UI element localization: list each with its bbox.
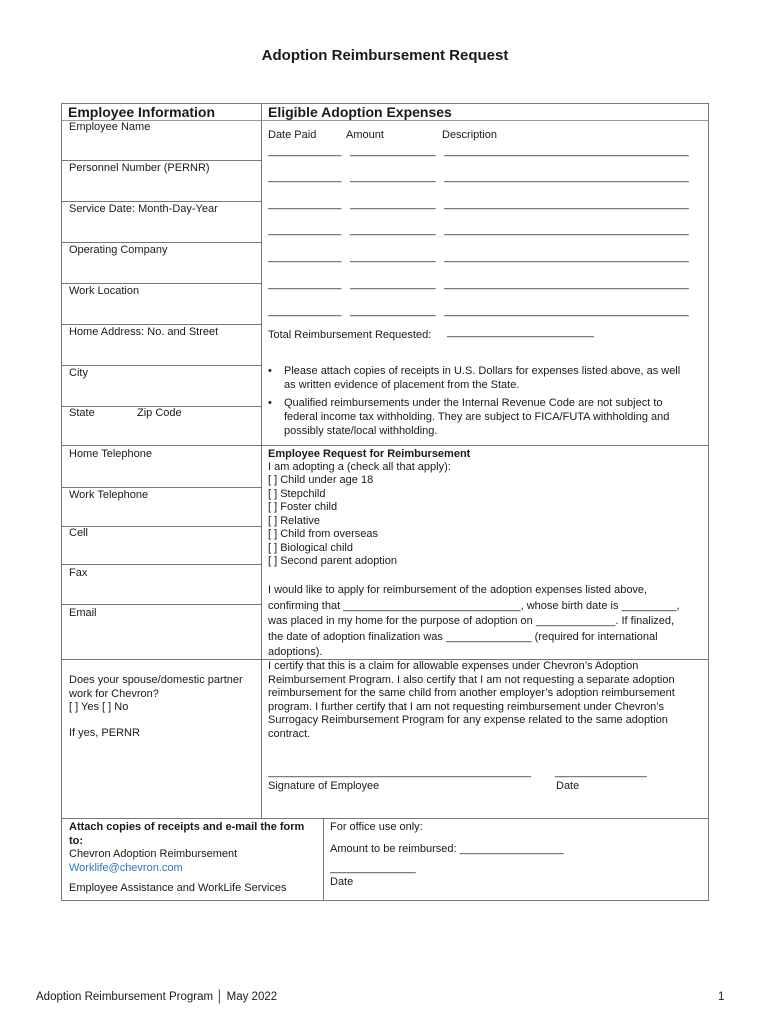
finalization-date-line[interactable]: the date of adoption finalization was ______________ (required for international: [268, 630, 658, 643]
row-divider: [61, 160, 261, 161]
expense-amount-field[interactable]: ______________: [350, 224, 436, 236]
expense-date-paid-field[interactable]: ____________: [268, 251, 342, 263]
office-use-label: For office use only:: [330, 821, 423, 833]
signature-field[interactable]: ___________________________________________: [268, 766, 532, 778]
column-amount: Amount: [346, 129, 384, 141]
office-date-field[interactable]: ______________: [330, 862, 416, 874]
bullet-tax: • Qualified reimbursements under the Internal Revenue Code are not subject to federal income tax withholding. They are subject to FICA/FUTA withholding and possibly state/local withholding.: [268, 397, 670, 437]
child-name-birthdate-line[interactable]: confirming that _____________________________, whose birth date is _________,: [268, 599, 680, 612]
expense-description-field[interactable]: ________________________________________: [444, 251, 689, 263]
total-reimbursement-field[interactable]: ________________________: [447, 326, 594, 338]
expense-date-paid-field[interactable]: ____________: [268, 224, 342, 236]
application-paragraph: I would like to apply for reimbursement of the adoption expenses listed above, confirming that _____________________________, whose birth date is _________, was placed in my home for the purpose of adoption on _____________. If finalized, the date of adoption finalization was ______________ (required for international adoptions).: [268, 584, 680, 658]
expense-description-field[interactable]: ________________________________________: [444, 224, 689, 236]
placement-date-line[interactable]: was placed in my home for the purpose of adoption on _____________. If finalized,: [268, 615, 675, 627]
checkbox-biological-child[interactable]: [ ] Biological child: [268, 541, 353, 554]
cell-field[interactable]: Cell: [69, 527, 88, 539]
zip-code-field[interactable]: Zip Code: [137, 407, 182, 419]
header-underline: [61, 120, 709, 121]
expense-amount-field[interactable]: ______________: [350, 171, 436, 183]
home-address-field[interactable]: Home Address: No. and Street: [69, 326, 219, 338]
expense-date-paid-field[interactable]: ____________: [268, 305, 342, 317]
page-number: 1: [718, 991, 725, 1003]
checkbox-foster-child[interactable]: [ ] Foster child: [268, 501, 338, 513]
expense-description-field[interactable]: ________________________________________: [444, 198, 689, 210]
expense-amount-field[interactable]: ______________: [350, 278, 436, 290]
expense-description-field[interactable]: ________________________________________: [444, 171, 689, 183]
expense-amount-field[interactable]: ______________: [350, 145, 436, 157]
expense-date-paid-field[interactable]: ____________: [268, 171, 342, 183]
service-date-field[interactable]: Service Date: Month-Day-Year: [69, 203, 218, 215]
expense-amount-field[interactable]: ______________: [350, 198, 436, 210]
row-divider: [61, 526, 261, 527]
employee-name-field[interactable]: Employee Name: [69, 121, 151, 133]
column-date-paid: Date Paid: [268, 129, 317, 141]
row-divider: [61, 604, 261, 605]
page-title: Adoption Reimbursement Request: [261, 47, 509, 64]
row-divider: [61, 487, 261, 488]
column-description: Description: [442, 129, 498, 141]
bullet-receipts: • Please attach copies of receipts in U.S. Dollars for expenses listed above, as well as written evidence of placement from the State.: [268, 365, 681, 391]
expenses-header: Eligible Adoption Expenses: [268, 104, 452, 120]
pernr-field[interactable]: Personnel Number (PERNR): [69, 162, 210, 174]
employee-info-header: Employee Information: [68, 104, 216, 120]
certification-paragraph: I certify that this is a claim for allowable expenses under Chevron’s Adoption Reimbursement Program. I also certify that I am not requesting a separate adoption reimbursement for the same child from another employer’s adoption reimbursement program. I further certify that I am not requesting reimbursement under Chevron’s Surrogacy Reimbursement Program for any expense related to the same adoption contract.: [268, 660, 675, 740]
total-reimbursement-label: Total Reimbursement Requested:: [268, 329, 432, 341]
fax-field[interactable]: Fax: [69, 567, 88, 579]
table-left-border: [61, 103, 62, 901]
checkbox-stepchild[interactable]: [ ] Stepchild: [268, 487, 326, 500]
expense-date-paid-field[interactable]: ____________: [268, 198, 342, 210]
expense-description-field[interactable]: ________________________________________: [444, 145, 689, 157]
row-divider: [61, 201, 261, 202]
column-divider: [261, 103, 262, 819]
request-intro: I am adopting a (check all that apply):: [268, 461, 451, 473]
signature-date-label: Date: [556, 780, 580, 792]
worklife-email-link[interactable]: Worklife@chevron.com: [69, 861, 183, 874]
expense-description-field[interactable]: ________________________________________: [444, 278, 689, 290]
attach-instructions: Attach copies of receipts and e-mail the form to: Chevron Adoption Reimbursement Worklife@chevron.com Employee Assistance and WorkLife Services: [69, 821, 321, 896]
expense-date-paid-field[interactable]: ____________: [268, 278, 342, 290]
adoption-type-list: [268, 474, 397, 569]
signature-label: Signature of Employee: [268, 780, 380, 792]
row-divider: [61, 242, 261, 243]
row-divider: [61, 818, 709, 819]
state-field[interactable]: State: [69, 407, 95, 419]
email-field[interactable]: Email: [69, 607, 97, 619]
signature-date-field[interactable]: _______________: [555, 766, 647, 778]
office-amount-field[interactable]: Amount to be reimbursed: _________________: [330, 843, 564, 855]
checkbox-child-from-overseas[interactable]: [ ] Child from overseas: [268, 528, 379, 540]
expense-amount-field[interactable]: ______________: [350, 251, 436, 263]
checkbox-second-parent-adoption[interactable]: [ ] Second parent adoption: [268, 555, 398, 567]
home-telephone-field[interactable]: Home Telephone: [69, 448, 152, 460]
row-divider: [61, 324, 261, 325]
checkbox-child-under-18[interactable]: [ ] Child under age 18: [268, 474, 374, 486]
operating-company-field[interactable]: Operating Company: [69, 244, 168, 256]
office-date-label: Date: [330, 876, 354, 888]
row-divider: [61, 283, 261, 284]
spouse-yes-no-checkboxes[interactable]: [ ] Yes [ ] No: [69, 701, 129, 713]
row-divider: [61, 564, 261, 565]
row-divider: [61, 445, 709, 446]
expense-date-paid-field[interactable]: ____________: [268, 145, 342, 157]
spouse-pernr-field[interactable]: If yes, PERNR: [69, 727, 140, 739]
checkbox-relative[interactable]: [ ] Relative: [268, 514, 320, 527]
expense-description-field[interactable]: ________________________________________: [444, 305, 689, 317]
table-bottom-border: [61, 900, 709, 901]
request-header: Employee Request for Reimbursement: [268, 448, 471, 460]
table-right-border: [708, 103, 709, 901]
work-telephone-field[interactable]: Work Telephone: [69, 489, 149, 501]
row-divider: [61, 365, 261, 366]
footer-program: Adoption Reimbursement Program │ May 2022: [36, 991, 278, 1003]
bottom-divider: [323, 818, 324, 901]
city-field[interactable]: City: [69, 367, 88, 379]
expense-amount-field[interactable]: ______________: [350, 305, 436, 317]
spouse-question: Does your spouse/domestic partner work for Chevron? [ ] Yes [ ] No: [69, 674, 243, 713]
work-location-field[interactable]: Work Location: [69, 285, 140, 297]
